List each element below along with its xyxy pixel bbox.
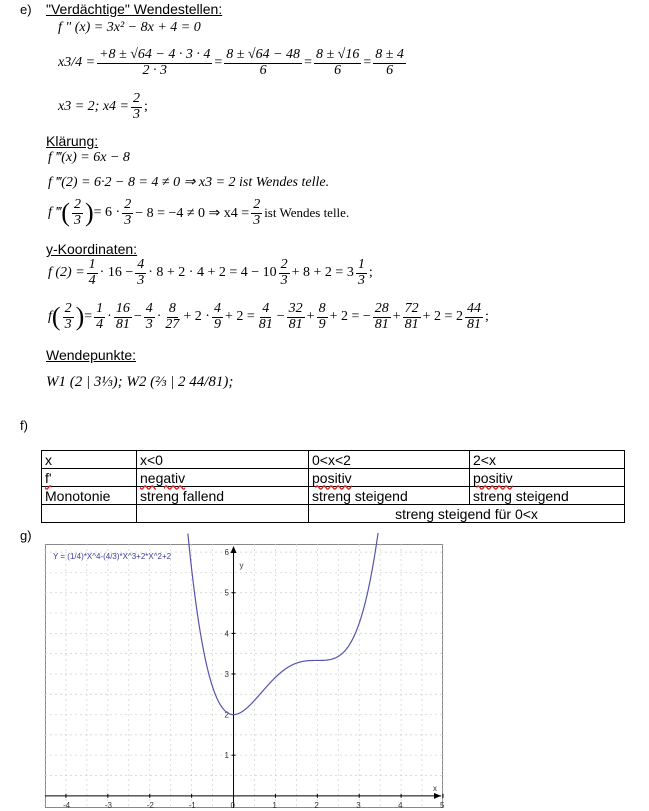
table-cell: x xyxy=(42,451,137,469)
table-cell xyxy=(42,469,137,487)
numerator: 16 xyxy=(115,301,130,316)
monotonie-table xyxy=(41,450,625,523)
y-tick-label: 6 xyxy=(224,548,229,558)
equation-f2: f " (x) = 3x² − 8x + 4 = 0 xyxy=(58,20,201,35)
denominator: 3 xyxy=(73,212,81,228)
fraction xyxy=(251,198,262,228)
y-tick-label: 1 xyxy=(224,751,229,761)
denominator: 6 xyxy=(259,62,267,78)
equation-x-result: x3 = 2; x4 = $\frac{2}{3}$ ; xyxy=(58,91,148,122)
numerator: 32 xyxy=(288,301,303,316)
table-cell: streng steigend für 0<x xyxy=(309,505,625,523)
table-cell: streng steigend xyxy=(470,487,625,505)
fraction xyxy=(317,302,328,332)
numerator: 2 xyxy=(64,301,72,316)
numerator: 2 xyxy=(253,197,261,212)
x-tick-label: 1 xyxy=(272,800,277,810)
f2-lhs: f (2) = xyxy=(48,265,85,281)
heading-ykoord: y-Koordinaten: xyxy=(46,241,138,257)
x-tick-label: 5 xyxy=(440,800,445,810)
denominator: 9 xyxy=(213,316,221,332)
fraction xyxy=(144,302,155,332)
numerator: 4 xyxy=(262,301,270,316)
denominator: 4 xyxy=(88,272,96,288)
table-row xyxy=(42,451,625,469)
denominator: 3 xyxy=(145,316,153,332)
table-cell: x<0 xyxy=(137,451,309,469)
fraction xyxy=(257,302,275,332)
numerator: +8 ± √64 − 4 · 3 · 4 xyxy=(99,47,211,62)
numerator: 8 ± √64 − 48 xyxy=(226,47,301,62)
f2-a: · 16 − xyxy=(99,265,134,281)
fraction xyxy=(131,92,142,122)
denominator: 81 xyxy=(288,316,303,332)
y-tick-label: 3 xyxy=(224,669,229,679)
table-text: f' xyxy=(45,469,52,486)
denominator: 81 xyxy=(258,316,273,332)
f3-mid: = 6 · xyxy=(93,205,121,221)
fraction xyxy=(63,302,74,332)
table-text: positiv xyxy=(473,469,513,486)
fraction xyxy=(279,258,290,288)
table-cell xyxy=(42,505,137,523)
denominator: 3 xyxy=(137,272,145,288)
table-cell xyxy=(470,469,625,487)
plot-title: Y = (1/4)*X^4-(4/3)*X^3+2*X^2+2 xyxy=(53,552,172,561)
table-row xyxy=(42,505,625,523)
fraction xyxy=(97,48,212,78)
denominator: 81 xyxy=(115,316,130,332)
fraction xyxy=(87,258,98,288)
x-tick-label: 0 xyxy=(230,800,235,810)
fraction xyxy=(373,302,391,332)
equation-f3-at-2: f ‴(2) = 6·2 − 8 = 4 ≠ 0 ⇒ x3 = 2 ist Wendes telle. xyxy=(48,175,330,190)
x-tick-label: -4 xyxy=(62,800,71,810)
denominator: 27 xyxy=(165,316,180,332)
denominator: 81 xyxy=(374,316,389,332)
numerator: 72 xyxy=(404,301,419,316)
f3-lhs: f ‴ xyxy=(48,205,62,221)
numerator: 8 ± √16 xyxy=(315,47,360,62)
label-g: g) xyxy=(20,528,32,543)
fraction xyxy=(465,302,483,332)
x-tick-label: -3 xyxy=(104,800,112,810)
table-cell: 2<x xyxy=(470,451,625,469)
label-e: e) xyxy=(20,2,32,17)
denominator: 3 xyxy=(357,272,365,288)
denominator: 3 xyxy=(280,272,288,288)
heading-klaerung: Klärung: xyxy=(46,133,99,149)
table-text: negativ xyxy=(140,469,186,486)
y-tick-label: 4 xyxy=(224,629,229,639)
denominator: 4 xyxy=(96,316,104,332)
numerator: 2 xyxy=(132,91,140,106)
numerator: 8 xyxy=(168,301,176,316)
table-cell xyxy=(309,469,470,487)
f3-rest: − 8 = −4 ≠ 0 ⇒ x4 = xyxy=(135,205,250,221)
fraction xyxy=(287,302,305,332)
x-result-text: x3 = 2; x4 = xyxy=(58,99,129,115)
fraction xyxy=(314,48,361,78)
numerator: 4 xyxy=(213,301,221,316)
numerator: 2 xyxy=(124,197,132,212)
f23-lhs: f xyxy=(48,309,52,325)
fraction xyxy=(114,302,132,332)
label-f: f) xyxy=(20,418,28,433)
fraction xyxy=(135,258,146,288)
heading-verdaechtige: "Verdächtige" Wendestellen: xyxy=(46,1,223,17)
heading-wendepunkte: Wendepunkte: xyxy=(46,347,137,363)
table-cell: Monotonie xyxy=(42,487,137,505)
numerator: 8 xyxy=(318,301,326,316)
fraction xyxy=(94,302,105,332)
x-tick-label: -1 xyxy=(188,800,196,810)
equation-f3-at-23: f ‴ ( $\frac{2}{3}$ ) = 6 · $\frac{2}{3}$ − 8 = −4 ≠ 0 ⇒ x4 = $\frac{2}{3}$ ist Wendes telle. xyxy=(48,197,350,228)
f3-end: ist Wendes telle. xyxy=(264,205,350,221)
numerator: 1 xyxy=(88,257,96,272)
equation-f-of-2: f (2) = $\frac{1}{4}$ · 16 − $\frac{4}{3}$ · 8 + 2 · 4 + 2 = 4 − 10 $\frac{2}{3}$ + 8 + 2 = 3 $\frac{1}{3}$ ; xyxy=(48,257,373,288)
table-cell: streng steigend xyxy=(309,487,470,505)
y-axis-label: y xyxy=(239,561,244,570)
table-row xyxy=(42,469,625,487)
function-plot xyxy=(45,544,443,808)
f2-c: + 8 + 2 = 3 xyxy=(291,265,354,281)
fraction xyxy=(122,198,133,228)
plot-frame xyxy=(46,545,443,808)
denominator: 81 xyxy=(404,316,419,332)
numerator: 44 xyxy=(466,301,481,316)
table-text: positiv xyxy=(312,469,352,486)
numerator: 4 xyxy=(137,257,145,272)
equation-x34: x3/4 = $\frac{+8 \pm √64 - 4 \cdot 3 \cdot 4}{2 \cdot 3}$ = $\frac{8 \pm √64 - 48}{6}$ = $\frac{8 \pm √16}{6}$ = $\frac{8 \pm 4}{6}$ xyxy=(58,47,404,78)
y-tick-label: 2 xyxy=(224,710,229,720)
equation-f3: f ‴(x) = 6x − 8 xyxy=(48,150,130,165)
x-tick-label: -2 xyxy=(146,800,154,810)
denominator: 3 xyxy=(124,212,132,228)
numerator: 4 xyxy=(145,301,153,316)
x-tick-label: 2 xyxy=(314,800,319,810)
fraction xyxy=(403,302,421,332)
denominator: 3 xyxy=(253,212,261,228)
equation-wendepunkte: W1 (2 | 3⅓); W2 (⅔ | 2 44/81); xyxy=(46,374,234,390)
denominator: 3 xyxy=(64,316,72,332)
fraction xyxy=(356,258,367,288)
table-cell xyxy=(137,469,309,487)
fraction xyxy=(224,48,302,78)
y-tick-label: 5 xyxy=(224,588,229,598)
fraction xyxy=(212,302,223,332)
table-cell: streng fallend xyxy=(137,487,309,505)
numerator: 2 xyxy=(280,257,288,272)
table-row xyxy=(42,487,625,505)
denominator: 6 xyxy=(334,62,342,78)
table-cell xyxy=(137,505,309,523)
x34-lhs: x3/4 = xyxy=(58,55,96,71)
x-tick-label: 4 xyxy=(398,800,403,810)
denominator: 3 xyxy=(132,106,140,122)
numerator: 1 xyxy=(357,257,365,272)
table-cell: 0<x<2 xyxy=(309,451,470,469)
x-axis-label: x xyxy=(433,783,437,793)
denominator: 2 · 3 xyxy=(142,62,167,78)
numerator: 1 xyxy=(96,301,104,316)
numerator: 28 xyxy=(374,301,389,316)
numerator: 8 ± 4 xyxy=(375,47,404,62)
denominator: 6 xyxy=(386,62,394,78)
denominator: 81 xyxy=(466,316,481,332)
fraction xyxy=(72,198,83,228)
fraction xyxy=(373,48,406,78)
numerator: 2 xyxy=(73,197,81,212)
equation-f-of-23: f ( $\frac{2}{3}$ ) = $\frac{1}{4}$ · $\frac{16}{81}$ − $\frac{4}{3}$ · $\frac{8}{27}$ + 2 · $\frac{4}{9}$ + 2 = $\frac{4}{81}$ − $\frac{32}{81}$ + $\frac{8}{9}$ + 2 = − $\frac{28}{81}$ + $\frac{72}{81}$ + 2 = 2 $\frac{44}{81}$ ; xyxy=(48,301,489,332)
x-tick-label: 3 xyxy=(356,800,361,810)
denominator: 9 xyxy=(318,316,326,332)
f2-b: · 8 + 2 · 4 + 2 = 4 − 10 xyxy=(148,265,277,281)
fraction xyxy=(163,302,181,332)
